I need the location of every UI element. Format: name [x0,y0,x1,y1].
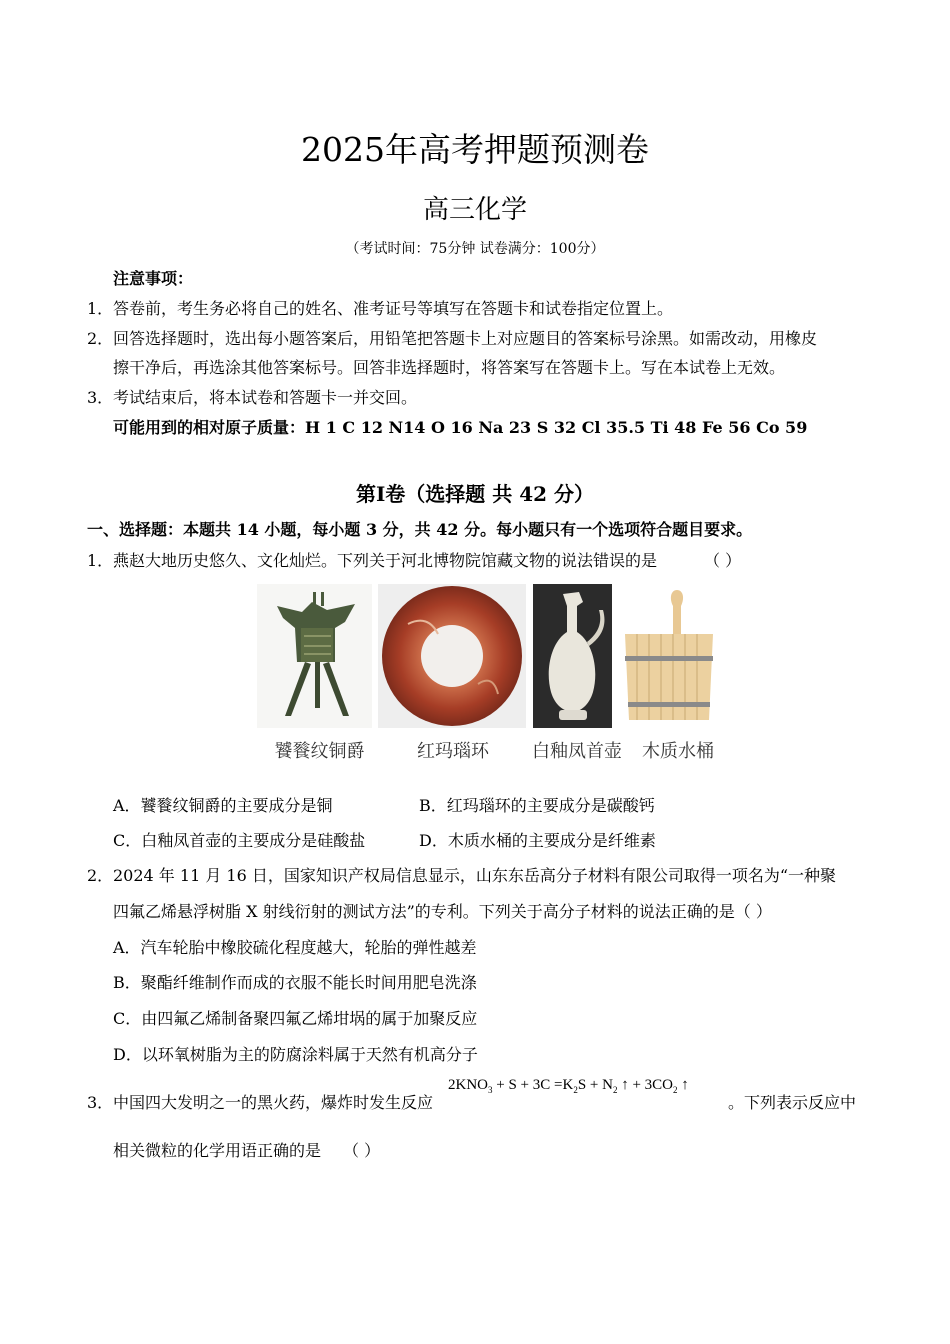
formula-subscript: 3 [488,1085,493,1095]
section-title: 第Ⅰ卷（选择题 共 42 分） [355,482,595,506]
question-number: 2． [87,866,114,885]
note-text: 考试结束后，将本试卷和答题卡一并交回。 [113,388,418,407]
question-text: 燕赵大地历史悠久、文化灿烂。下列关于河北博物院馆藏文物的说法错误的是 [113,551,658,570]
question-1-option-c: C．白釉凤首壶的主要成分是硅酸盐 [113,831,366,850]
question-1-option-d: D．木质水桶的主要成分是纤维素 [419,831,656,850]
answer-blank: （ ） [704,551,742,570]
formula-subscript: 2 [673,1085,678,1095]
formula-subscript: 2 [573,1085,578,1095]
formula-part: ↑ + 3CO [617,1077,673,1093]
question-2-stem-cont: 四氟乙烯悬浮树脂 X 射线衍射的测试方法”的专利。下列关于高分子材料的说法正确的是（ ） [113,902,772,921]
question-3-stem-cont [113,1140,380,1162]
note-item-2-cont: 擦干净后，再选涂其他答案标号。回答非选择题时，将答案写在答题卡上。写在本试卷上无效。 [113,358,786,377]
subject-title: 高三化学 [422,195,527,225]
wooden-bucket-image [619,584,719,728]
note-number: 3． [87,388,114,407]
question-number: 1． [87,551,114,570]
artifact-caption-2: 红玛瑙环 [417,741,489,762]
exam-info: （考试时间：75分钟 试卷满分：100分） [345,241,605,257]
formula-part: + S + 3C =K [492,1077,574,1093]
question-1-stem [87,550,657,572]
formula-part: ↑ [677,1077,689,1093]
question-2-option-d: D．以环氧树脂为主的防腐涂料属于天然有机高分子 [113,1045,478,1064]
formula-subscript: 2 [612,1085,618,1095]
question-2-option-b: B．聚酯纤维制作而成的衣服不能长时间用肥皂洗涤 [113,973,477,992]
agate-ring-image [378,584,526,728]
note-text: 答卷前，考生务必将自己的姓名、准考证号等填写在答题卡和试卷指定位置上。 [113,299,674,318]
artifact-gallery [257,584,719,762]
notes-heading: 注意事项： [113,269,194,288]
phoenix-ewer-image [533,584,612,728]
note-number: 1． [87,299,114,318]
section-instruction: 一、选择题：本题共 14 小题，每小题 3 分，共 42 分。每小题只有一个选项符合题目要求。 [87,520,753,539]
formula-part: 2KNO [448,1077,488,1093]
artifact-caption-4: 木质水桶 [642,741,714,762]
question-number: 3． [87,1093,114,1112]
note-item-3 [87,387,417,409]
exam-title: 2025年高考押题预测卷 [301,130,649,169]
question-text: 2024 年 11 月 16 日，国家知识产权局信息显示，山东东岳高分子材料有限公司取得一项名为“一种聚 [113,866,837,885]
note-item-1 [87,298,673,320]
question-2-option-c: C．由四氟乙烯制备聚四氟乙烯坩埚的属于加聚反应 [113,1009,478,1028]
answer-blank: （ ） [343,1141,381,1160]
question-1-option-a: A．饕餮纹铜爵的主要成分是铜 [113,796,333,815]
artifact-caption-1: 饕餮纹铜爵 [274,741,365,762]
question-3-stem-tail: 。下列表示反应中 [728,1093,857,1112]
artifact-caption-3: 白釉凤首壶 [532,741,622,762]
question-text: 中国四大发明之一的黑火药，爆炸时发生反应 [113,1093,434,1112]
atomic-mass-line: 可能用到的相对原子质量：H 1 C 12 N14 O 16 Na 23 S 32 Cl 35.5 Ti 48 Fe 56 Co 59 [113,418,808,437]
question-2-stem [87,865,836,887]
question-1-option-b: B．红玛瑙环的主要成分是碳酸钙 [419,796,655,815]
note-text: 回答选择题时，选出每小题答案后，用铅笔把答题卡上对应题目的答案标号涂黑。如需改动，用橡皮 [113,329,818,348]
reaction-equation [448,1077,689,1095]
formula-part: S + N [577,1077,613,1093]
bronze-jue-image [257,584,372,728]
question-3-stem [87,1092,433,1114]
note-item-2 [87,328,817,350]
question-text: 相关微粒的化学用语正确的是 [113,1141,322,1160]
question-2-option-a: A．汽车轮胎中橡胶硫化程度越大，轮胎的弹性越差 [113,938,477,957]
note-number: 2． [87,329,114,348]
